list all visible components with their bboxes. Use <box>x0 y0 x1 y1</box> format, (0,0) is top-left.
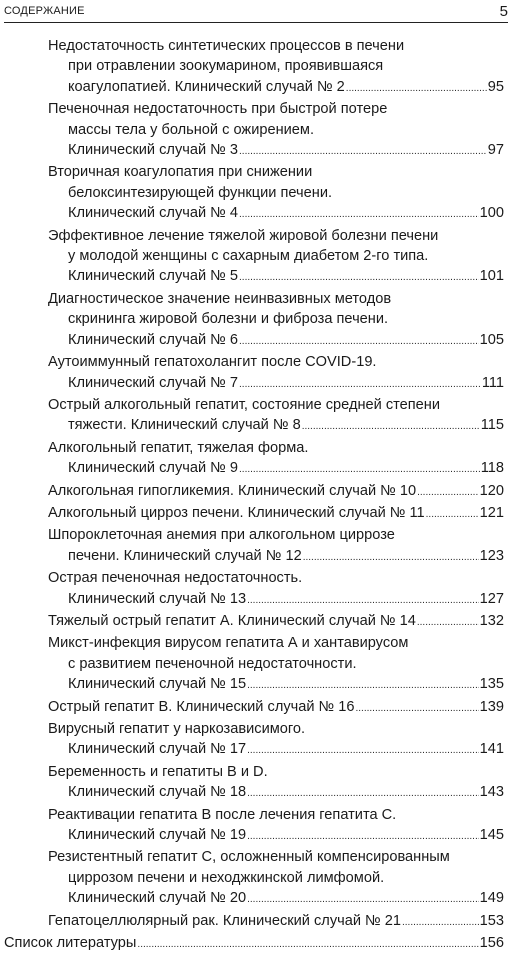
toc-entry-line <box>0 373 516 395</box>
toc-entry[interactable] <box>0 36 516 99</box>
toc-entry-line <box>0 546 516 568</box>
toc-entry-text: Гепатоцеллюлярный рак. Клинический случай № 21 <box>48 912 401 929</box>
toc-entry-text: тяжести. Клинический случай № 8 <box>68 417 301 434</box>
toc-entry-line <box>0 309 516 329</box>
toc-entry[interactable] <box>0 525 516 568</box>
toc-entry-text: Клинический случай № 5 <box>68 268 239 285</box>
toc-entry-text: Клинический случай № 9 <box>68 460 239 477</box>
toc-entry-text: Клинический случай № 6 <box>68 331 239 348</box>
toc-page-number: 121 <box>479 504 504 521</box>
toc-entry-line <box>0 140 516 162</box>
dot-leader <box>239 140 487 162</box>
toc-entry-text: Вирусный гепатит у наркозависимого. <box>48 721 306 737</box>
toc-entry-line <box>0 352 516 372</box>
toc-entry-text: Реактивации гепатита В после лечения гепатита С. <box>48 806 397 823</box>
dot-leader <box>247 739 479 761</box>
toc-entry-text: массы тела у больной с ожирением. <box>68 121 314 138</box>
toc-entry[interactable] <box>0 697 516 719</box>
toc-entry-text: Клинический случай № 17 <box>68 741 247 758</box>
running-header <box>4 4 508 23</box>
toc-entry-text: Печеночная недостаточность при быстрой потере <box>48 101 388 118</box>
toc-entry-text: Острый гепатит В. Клинический случай № 16 <box>48 698 355 715</box>
toc-page-number: 143 <box>479 784 504 801</box>
toc-entry-line <box>0 847 516 867</box>
dot-leader <box>426 503 479 525</box>
dot-leader <box>239 458 480 480</box>
dot-leader <box>247 888 479 910</box>
dot-leader <box>239 330 479 352</box>
toc-entry[interactable] <box>0 226 516 289</box>
toc-page-number: 118 <box>480 460 504 477</box>
toc-entry-text: Шпороклеточная анемия при алкогольном циррозе <box>48 527 395 544</box>
dot-leader <box>417 481 479 503</box>
toc-entry[interactable] <box>0 481 516 503</box>
toc-entry[interactable] <box>0 911 516 933</box>
toc-entry-text: Клинический случай № 3 <box>68 142 239 159</box>
toc-entry[interactable] <box>0 568 516 611</box>
toc-page-number: 111 <box>481 374 504 391</box>
dot-leader <box>356 697 479 719</box>
toc-entry-line <box>0 289 516 309</box>
toc-entry-text: Клинический случай № 19 <box>68 827 247 844</box>
toc-entry-text: Острый алкогольный гепатит, состояние средней степени <box>48 396 441 413</box>
toc-page-number: 101 <box>479 268 504 285</box>
toc-page-number: 153 <box>479 912 504 929</box>
toc-entry-text: Клинический случай № 13 <box>68 590 247 607</box>
toc-page-number: 100 <box>479 205 504 222</box>
toc-entry-text: Алкогольная гипогликемия. Клинический случай № 10 <box>48 482 417 499</box>
table-of-contents <box>0 36 516 955</box>
toc-entry-line <box>0 762 516 782</box>
dot-leader <box>303 546 479 568</box>
toc-entry-line <box>0 162 516 182</box>
toc-entry-line <box>0 330 516 352</box>
toc-entry-line <box>0 911 516 933</box>
toc-entry-line <box>0 633 516 653</box>
dot-leader <box>247 782 479 804</box>
toc-entry-line <box>0 525 516 545</box>
toc-entry-line <box>0 183 516 203</box>
toc-entry-text: Беременность и гепатиты В и D. <box>48 763 268 780</box>
dot-leader <box>417 611 479 633</box>
dot-leader <box>247 825 479 847</box>
toc-entry-line <box>0 782 516 804</box>
toc-page-number: 127 <box>479 590 504 607</box>
toc-entry-line <box>0 825 516 847</box>
toc-entry-line <box>0 120 516 140</box>
toc-entry-line <box>0 99 516 119</box>
toc-entry-line <box>0 246 516 266</box>
toc-entry-line <box>0 266 516 288</box>
dot-leader <box>239 373 481 395</box>
toc-entry-text: Тяжелый острый гепатит А. Клинический случай № 14 <box>48 612 416 629</box>
toc-page-number: 145 <box>479 827 504 844</box>
toc-page-number: 141 <box>479 741 504 758</box>
toc-entry[interactable] <box>0 503 516 525</box>
toc-entry-text: Алкогольный цирроз печени. Клинический случай № 11 <box>48 504 425 521</box>
toc-entry-text: Клинический случай № 18 <box>68 784 247 801</box>
toc-entry-text: Острая печеночная недостаточность. <box>48 570 303 587</box>
toc-page-number: 135 <box>479 676 504 693</box>
toc-entry-line <box>0 933 516 955</box>
toc-entry-line <box>0 415 516 437</box>
page-number: 5 <box>499 3 508 20</box>
toc-entry-text: Клинический случай № 7 <box>68 374 239 391</box>
toc-entry[interactable] <box>0 162 516 225</box>
toc-page-number: 105 <box>479 331 504 348</box>
toc-entry-text: у молодой женщины с сахарным диабетом 2-го типа. <box>68 248 429 265</box>
toc-entry-text: скрининга жировой болезни и фиброза печени. <box>68 311 389 328</box>
toc-page-number: 97 <box>487 142 504 159</box>
toc-entry[interactable] <box>0 611 516 633</box>
toc-page-number: 156 <box>479 935 504 952</box>
toc-page-number: 123 <box>479 547 504 564</box>
dot-leader <box>247 589 479 611</box>
toc-entry-text: Клинический случай № 15 <box>68 676 247 693</box>
toc-entry-line <box>0 888 516 910</box>
toc-entry-line <box>0 697 516 719</box>
toc-entry-text: Микст-инфекция вирусом гепатита А и хантавирусом <box>48 635 409 652</box>
toc-entry[interactable] <box>0 805 516 848</box>
toc-entry-text: Резистентный гепатит С, осложненный компенсированным <box>48 849 450 866</box>
toc-entry-line <box>0 589 516 611</box>
toc-entry-line <box>0 481 516 503</box>
toc-entry-text: при отравлении зоокумарином, проявившаяся <box>68 58 384 75</box>
toc-entry-line <box>0 226 516 246</box>
toc-entry-bibliography[interactable] <box>0 933 516 955</box>
toc-entry-text: с развитием печеночной недостаточности. <box>68 655 357 672</box>
toc-entry-line <box>0 395 516 415</box>
toc-page-number: 120 <box>479 482 504 499</box>
toc-entry[interactable] <box>0 762 516 805</box>
toc-page-number: 149 <box>479 890 504 907</box>
toc-entry-line <box>0 438 516 458</box>
toc-entry-text: Диагностическое значение неинвазивных методов <box>48 290 392 307</box>
toc-page-number: 95 <box>487 78 504 95</box>
toc-entry[interactable] <box>0 289 516 352</box>
toc-entry-text: Клинический случай № 20 <box>68 890 247 907</box>
toc-entry[interactable] <box>0 438 516 481</box>
toc-entry-line <box>0 56 516 76</box>
toc-entry-text: Эффективное лечение тяжелой жировой болезни печени <box>48 227 439 244</box>
dot-leader <box>239 266 479 288</box>
toc-entry-line <box>0 568 516 588</box>
dot-leader <box>239 203 479 225</box>
toc-entry-text: печени. Клинический случай № 12 <box>68 547 302 564</box>
toc-entry-text: Список литературы <box>4 935 137 952</box>
toc-entry-text: циррозом печени и неходжкинской лимфомой. <box>68 869 385 886</box>
dot-leader <box>137 933 478 955</box>
toc-entry[interactable] <box>0 719 516 762</box>
section-title: СОДЕРЖАНИЕ <box>4 5 85 17</box>
toc-entry-line <box>0 503 516 525</box>
toc-entry-line <box>0 203 516 225</box>
toc-entry-text: белоксинтезирующей функции печени. <box>68 184 333 201</box>
dot-leader <box>402 911 479 933</box>
toc-page-number: 115 <box>480 417 504 434</box>
toc-entry-line <box>0 36 516 56</box>
toc-entry-line <box>0 458 516 480</box>
toc-entry-text: Аутоиммунный гепатохолангит после COVID-19. <box>48 354 377 371</box>
dot-leader <box>346 77 487 99</box>
toc-entry-line <box>0 611 516 633</box>
toc-entry-line <box>0 739 516 761</box>
toc-entry-text: Клинический случай № 4 <box>68 205 239 222</box>
toc-entry-text: коагулопатией. Клинический случай № 2 <box>68 78 345 95</box>
toc-entry-line <box>0 719 516 739</box>
toc-entry[interactable] <box>0 633 516 696</box>
toc-entry[interactable] <box>0 395 516 438</box>
toc-entry-line <box>0 674 516 696</box>
dot-leader <box>302 415 480 437</box>
toc-entry-text: Недостаточность синтетических процессов в печени <box>48 38 405 54</box>
toc-entry[interactable] <box>0 99 516 162</box>
toc-entry-text: Алкогольный гепатит, тяжелая форма. <box>48 439 309 456</box>
dot-leader <box>247 674 479 696</box>
toc-entry[interactable] <box>0 847 516 910</box>
toc-entry-line <box>0 868 516 888</box>
toc-entry-line <box>0 805 516 825</box>
toc-entry-text: Вторичная коагулопатия при снижении <box>48 164 313 181</box>
toc-entry-line <box>0 654 516 674</box>
toc-page-number: 132 <box>479 612 504 629</box>
toc-entry[interactable] <box>0 352 516 395</box>
toc-entry-line <box>0 77 516 99</box>
toc-page-number: 139 <box>479 698 504 715</box>
